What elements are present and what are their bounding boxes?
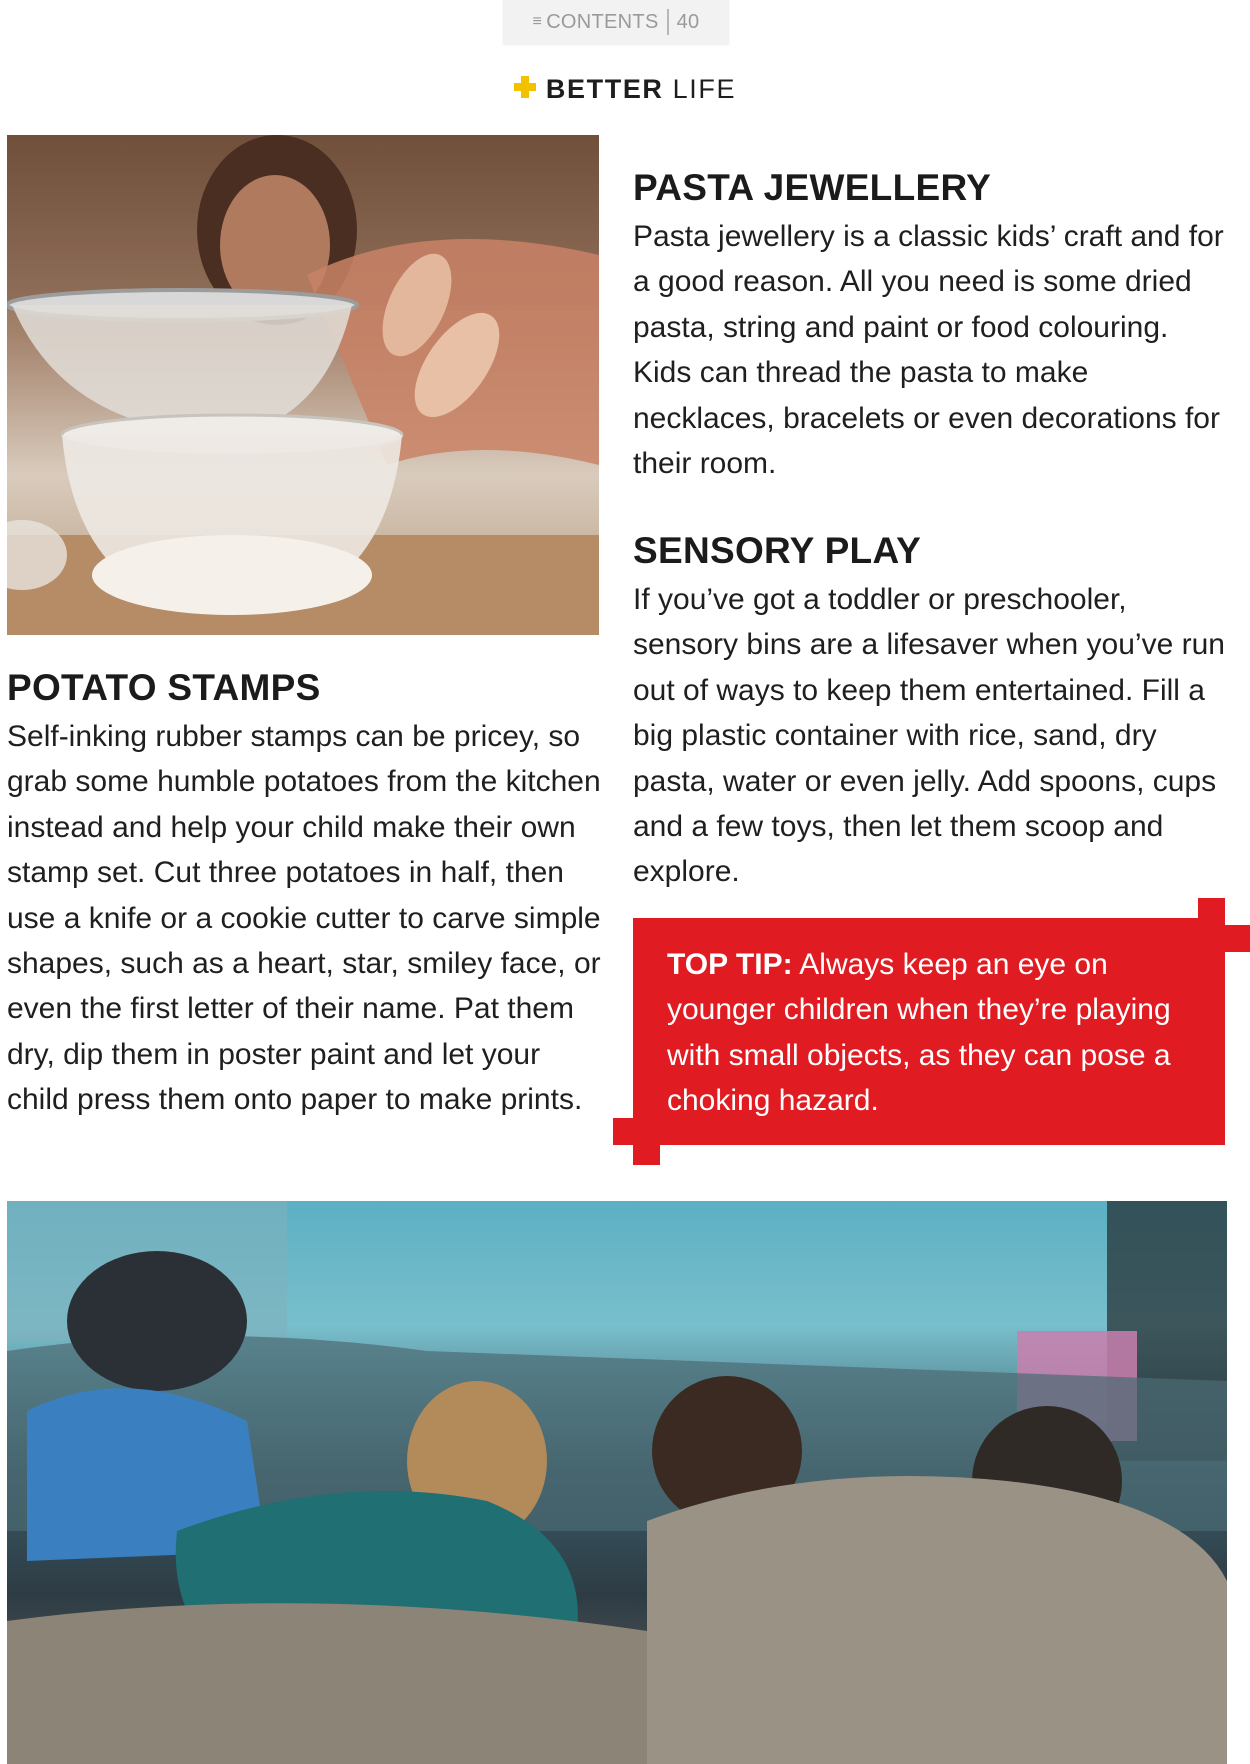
sensory-play-title: SENSORY PLAY xyxy=(633,530,922,571)
page-number: 40 xyxy=(676,10,700,33)
contents-nav-tab[interactable] xyxy=(503,0,729,44)
children-on-sofa-photo xyxy=(7,1201,1227,1764)
plus-cross-icon xyxy=(514,76,536,98)
section-header xyxy=(0,74,1250,105)
sofa-photo-illustration xyxy=(7,1201,1227,1764)
menu-lines-icon: ≡ xyxy=(532,13,543,30)
tip-corner-bottom-square xyxy=(633,1145,660,1165)
nav-divider xyxy=(667,9,669,35)
tip-corner-right-square xyxy=(1225,925,1250,952)
baking-photo-illustration xyxy=(7,135,599,635)
potato-stamps-title: POTATO STAMPS xyxy=(7,667,321,708)
tip-corner-top-square xyxy=(1198,898,1225,925)
pasta-jewellery-title: PASTA JEWELLERY xyxy=(633,167,992,208)
contents-link[interactable]: CONTENTS xyxy=(546,10,659,33)
tip-corner-left-square xyxy=(613,1118,640,1145)
top-tip-label: TOP TIP: xyxy=(667,948,793,981)
top-tip-box xyxy=(633,918,1225,1145)
section-name-regular: LIFE xyxy=(672,74,737,104)
top-tip-message: Always keep an eye on younger children when they’re playing with small objects, as they can pose a choking hazard. xyxy=(667,948,1171,1118)
potato-stamps-body: Self-inking rubber stamps can be pricey, so grab some humble potatoes from the kitchen instead and help your child make their own stamp set. Cut three potatoes in half, then use a knife or a cookie cutter to carve simple shapes, such as a heart, star, smiley face, or even the first letter of their name. Pat them dry, dip them in poster paint and let your child press them onto paper to make prints. xyxy=(7,720,601,1117)
baking-photo xyxy=(7,135,599,635)
top-tip-text xyxy=(667,942,1187,1124)
pasta-jewellery-body: Pasta jewellery is a classic kids’ craft and for a good reason. All you need is some dried pasta, string and paint or food colouring. Kids can thread the pasta to make necklaces, bracelets or even decorations for their room. xyxy=(633,220,1224,481)
sensory-play-body: If you’ve got a toddler or preschooler, sensory bins are a lifesaver when you’ve run out of ways to keep them entertained. Fill a big plastic container with rice, sand, dry pasta, water or even jelly. Add spoons, cups and a few toys, then let them scoop and explore. xyxy=(633,583,1225,889)
section-name-bold: BETTER xyxy=(545,74,664,104)
